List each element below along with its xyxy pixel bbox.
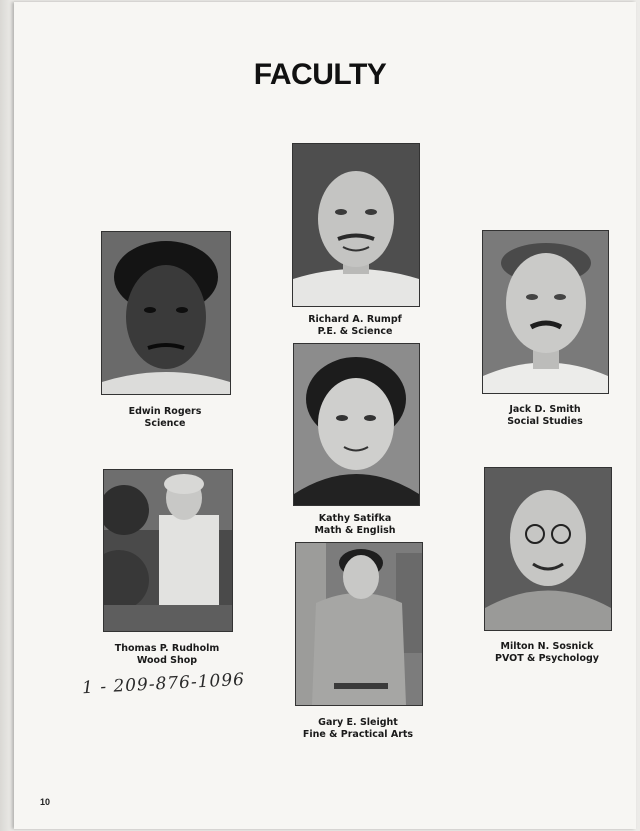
page-binding [0,0,14,831]
faculty-name: Milton N. Sosnick [500,641,594,652]
caption-jack-smith [455,404,635,428]
caption-thomas-rudholm [77,643,257,667]
faculty-subject: Math & English [314,525,396,536]
faculty-name: Jack D. Smith [509,404,581,415]
faculty-subject: Wood Shop [136,655,198,666]
caption-milton-sosnick [457,641,637,665]
faculty-name: Richard A. Rumpf [308,314,402,325]
page-number: 10 [40,797,51,807]
caption-gary-sleight [268,717,448,741]
faculty-subject: Social Studies [507,416,583,427]
portrait-jack-smith [482,230,609,394]
page-title: FACULTY [253,58,387,91]
faculty-name: Gary E. Sleight [318,717,398,728]
portrait-richard-rumpf [292,143,420,307]
faculty-subject: PVOT & Psychology [495,653,599,664]
caption-edwin-rogers [75,406,255,430]
portrait-milton-sosnick [484,467,612,631]
caption-kathy-satifka [265,513,445,537]
faculty-subject: Science [144,418,186,429]
faculty-name: Thomas P. Rudholm [114,643,220,654]
handwritten-phone-note: 1 - 209-876-1096 [81,669,246,699]
portrait-kathy-satifka [293,343,420,506]
faculty-subject: P.E. & Science [317,326,393,337]
portrait-thomas-rudholm [103,469,233,632]
faculty-name: Edwin Rogers [128,406,202,417]
portrait-edwin-rogers [101,231,231,395]
portrait-gary-sleight [295,542,423,706]
faculty-name: Kathy Satifka [318,513,392,524]
caption-richard-rumpf [265,314,445,338]
faculty-subject: Fine & Practical Arts [302,729,414,740]
